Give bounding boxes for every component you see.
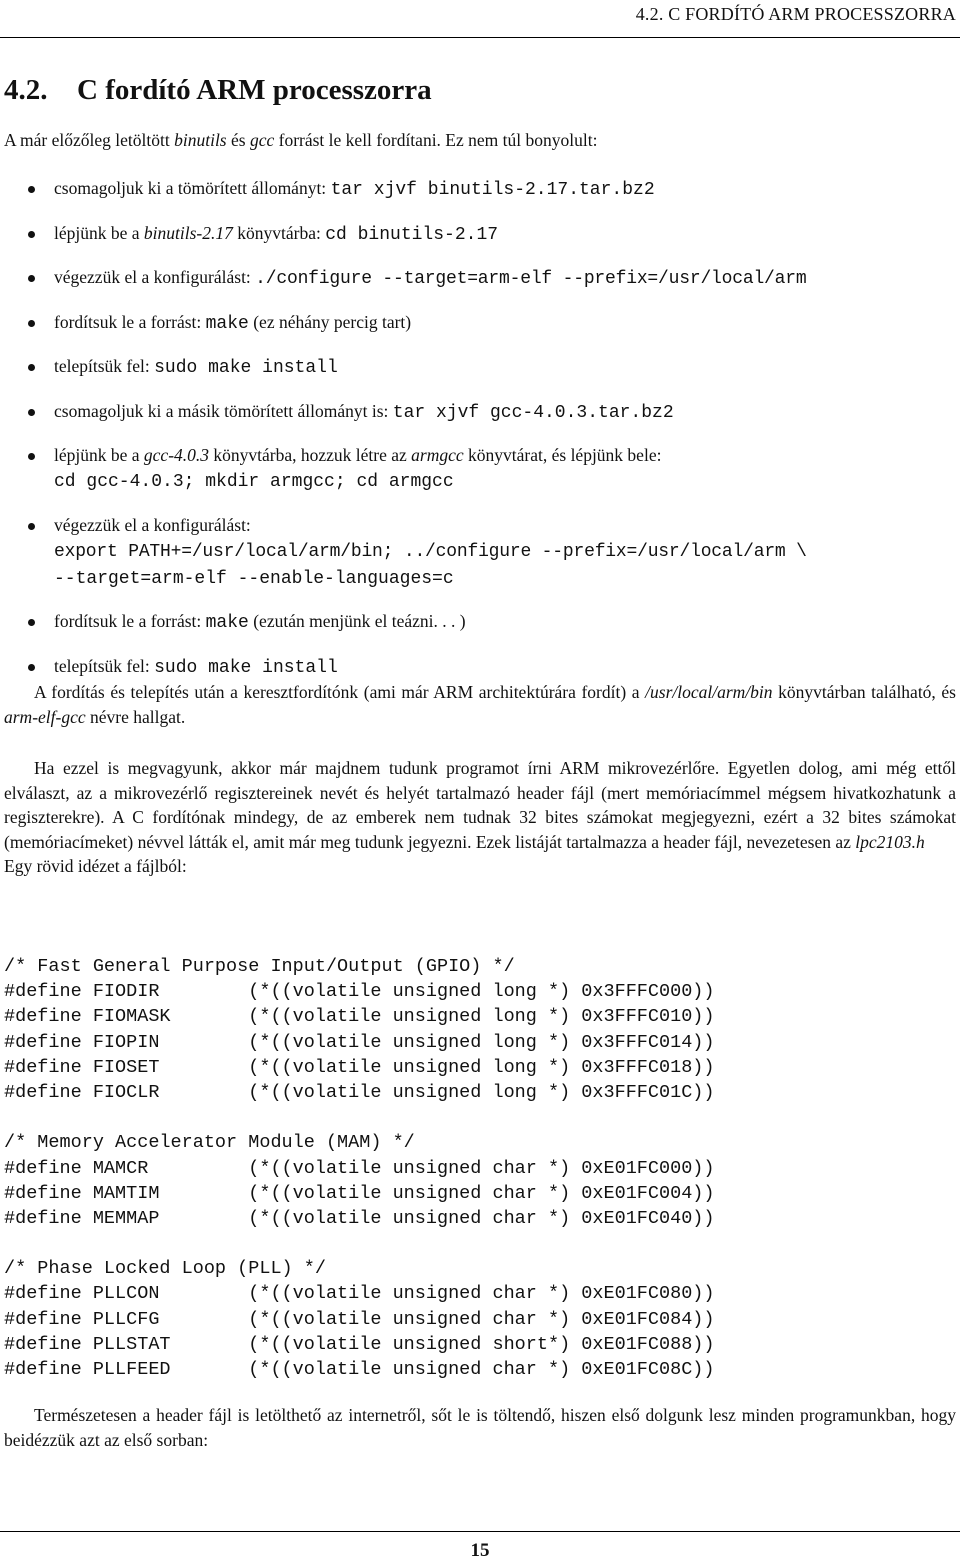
step-dir-name: armgcc: [411, 445, 464, 465]
step-note: (ezután menjünk el teázni. . . ): [248, 611, 466, 631]
step-text: végezzük el a konfigurálást:: [54, 267, 256, 287]
list-item: [28, 609, 956, 636]
step-command: ./configure --target=arm-elf --prefix=/usr/local/arm: [255, 269, 807, 289]
list-item: [28, 310, 956, 337]
list-item: [28, 443, 956, 495]
steps-list: [28, 176, 956, 698]
code-line: #define PLLFEED (*((volatile unsigned char *) 0xE01FC08C)): [4, 1359, 715, 1380]
bullet-icon: [28, 186, 35, 193]
list-item: [28, 513, 956, 592]
code-line: /* Fast General Purpose Input/Output (GPIO) */: [4, 956, 515, 977]
intro-text-2: és: [226, 130, 250, 150]
code-line: #define PLLCON (*((volatile unsigned char *) 0xE01FC080)): [4, 1283, 715, 1305]
code-line: #define FIOPIN (*((volatile unsigned long *) 0x3FFFC014)): [4, 1031, 715, 1053]
step-text: végezzük el a konfigurálást:: [54, 514, 251, 535]
code-line: #define FIOMASK (*((volatile unsigned long *) 0x3FFFC010)): [4, 1006, 715, 1028]
step-note: (ez néhány percig tart): [248, 311, 412, 332]
bullet-icon: [28, 275, 35, 282]
code-block: [4, 954, 715, 1105]
para-text: könyvtárban található, és: [772, 682, 956, 702]
step-text: csomagoljuk ki a másik tömörített állományt is:: [54, 400, 393, 421]
bullet-icon: [28, 364, 35, 371]
code-line: #define MEMMAP (*((volatile unsigned char *) 0xE01FC040)): [4, 1207, 715, 1229]
list-item: [28, 265, 956, 292]
code-block: [4, 1130, 715, 1231]
page-number: 15: [470, 1540, 490, 1561]
bullet-icon: [28, 409, 35, 416]
step-text: telepítsük fel:: [54, 356, 155, 376]
header-file-name: lpc2103.h: [855, 831, 925, 852]
header-file-paragraph: [4, 756, 956, 879]
list-item: [28, 221, 956, 248]
compiler-name: arm-elf-gcc: [4, 706, 86, 727]
step-dir-name: binutils-2.17: [143, 222, 233, 243]
code-line: #define FIOCLR (*((volatile unsigned long *) 0x3FFFC01C)): [4, 1081, 715, 1103]
step-text: csomagoljuk ki a tömörített állományt:: [54, 178, 331, 198]
list-item: [28, 399, 956, 426]
step-text: könyvtárba, hozzuk létre az: [209, 445, 412, 465]
code-gap: [4, 1231, 715, 1256]
intro-gcc: gcc: [249, 130, 275, 150]
para-text: Ha ezzel is megvagyunk, akkor már majdnem tudunk programot írni ARM mikrovezérlőre. Egyetlen dolog, ami még ettől elválaszt, az a mikrovezérlő regisztereinek nevét és helyét tartalmazó header fájl (mert memóriacímmel mégsem hivatkozhatunk a regiszterekre). A C fordítónak mindegy, de az emberek nem tudnak 32 bites számokat megjegyezni, ezért a 32 bites számokat (memóriacímeket) névvel látták el, amit már meg tudunk jegyezni. Ezek listáját tartalmazza a header fájl, nevezetesen az: [4, 758, 956, 852]
step-text: fordítsuk le a forrást:: [54, 311, 206, 332]
step-command: sudo make install: [154, 358, 338, 378]
bullet-icon: [28, 619, 35, 626]
code-listing: [4, 954, 715, 1382]
step-text: könyvtárba:: [232, 222, 326, 243]
code-line: /* Phase Locked Loop (PLL) */: [4, 1258, 326, 1280]
running-header: 4.2. C FORDÍTÓ ARM PROCESSZORRA: [635, 4, 956, 24]
section-number: 4.2.: [4, 74, 48, 106]
code-line: #define MAMTIM (*((volatile unsigned char *) 0xE01FC004)): [4, 1182, 715, 1204]
code-line: #define PLLCFG (*((volatile unsigned char *) 0xE01FC084)): [4, 1308, 715, 1330]
step-command: sudo make install: [154, 657, 338, 678]
bullet-icon: [28, 231, 35, 238]
intro-text-1: A már előzőleg letöltött: [4, 130, 175, 150]
list-item: [28, 654, 956, 681]
step-command: --target=arm-elf --enable-languages=c: [54, 568, 454, 589]
code-line: #define PLLSTAT (*((volatile unsigned short*) 0xE01FC088)): [4, 1333, 715, 1355]
step-text: lépjünk be a: [54, 222, 144, 243]
step-command: cd gcc-4.0.3; mkdir armgcc; cd armgcc: [54, 472, 454, 492]
code-line: #define MAMCR (*((volatile unsigned char *) 0xE01FC000)): [4, 1157, 715, 1179]
list-item: [28, 354, 956, 381]
para-text: A fordítás és telepítés után a keresztfordítónk (ami már ARM architektúrára fordít) a: [34, 682, 646, 702]
bullet-icon: [28, 523, 35, 530]
step-command: make: [205, 313, 249, 334]
bullet-icon: [28, 664, 35, 671]
install-location-paragraph: [4, 680, 956, 729]
step-command: tar xjvf gcc-4.0.3.tar.bz2: [392, 402, 674, 423]
para-text: névre hallgat.: [85, 706, 186, 727]
header-rule: [0, 37, 960, 38]
list-item: [28, 176, 956, 203]
section-title: [4, 74, 432, 107]
intro-paragraph: [4, 128, 956, 153]
section-title-text: C fordító ARM processzorra: [77, 74, 432, 106]
code-line: #define FIOSET (*((volatile unsigned long *) 0x3FFFC018)): [4, 1056, 715, 1078]
para-text: Egy rövid idézet a fájlból:: [4, 856, 187, 876]
code-line: /* Memory Accelerator Module (MAM) */: [4, 1132, 415, 1154]
step-dir-name: gcc-4.0.3: [143, 445, 210, 465]
intro-text-3: forrást le kell fordítani. Ez nem túl bonyolult:: [274, 130, 598, 150]
code-gap: [4, 1105, 715, 1130]
step-text: könyvtárat, és lépjünk bele:: [463, 445, 662, 465]
step-command: tar xjvf binutils-2.17.tar.bz2: [330, 180, 655, 200]
step-text: telepítsük fel:: [54, 655, 155, 676]
step-command: cd binutils-2.17: [325, 224, 499, 245]
intro-binutils: binutils: [174, 130, 227, 150]
bullet-icon: [28, 453, 35, 460]
step-command: export PATH+=/usr/local/arm/bin; ../configure --prefix=/usr/local/arm \: [54, 541, 807, 562]
install-path: /usr/local/arm/bin: [645, 682, 773, 702]
final-paragraph: Természetesen a header fájl is letölthető az internetről, sőt le is töltendő, hiszen első dolgunk lesz minden programunkban, hogy beidézzük azt az első sorban:: [4, 1405, 956, 1450]
footer-rule: [0, 1531, 960, 1532]
step-text: lépjünk be a: [54, 445, 144, 465]
bullet-icon: [28, 320, 35, 327]
code-block: [4, 1256, 715, 1382]
code-line: #define FIODIR (*((volatile unsigned long *) 0x3FFFC000)): [4, 981, 715, 1003]
step-command: make: [205, 613, 249, 633]
step-text: fordítsuk le a forrást:: [54, 611, 206, 631]
